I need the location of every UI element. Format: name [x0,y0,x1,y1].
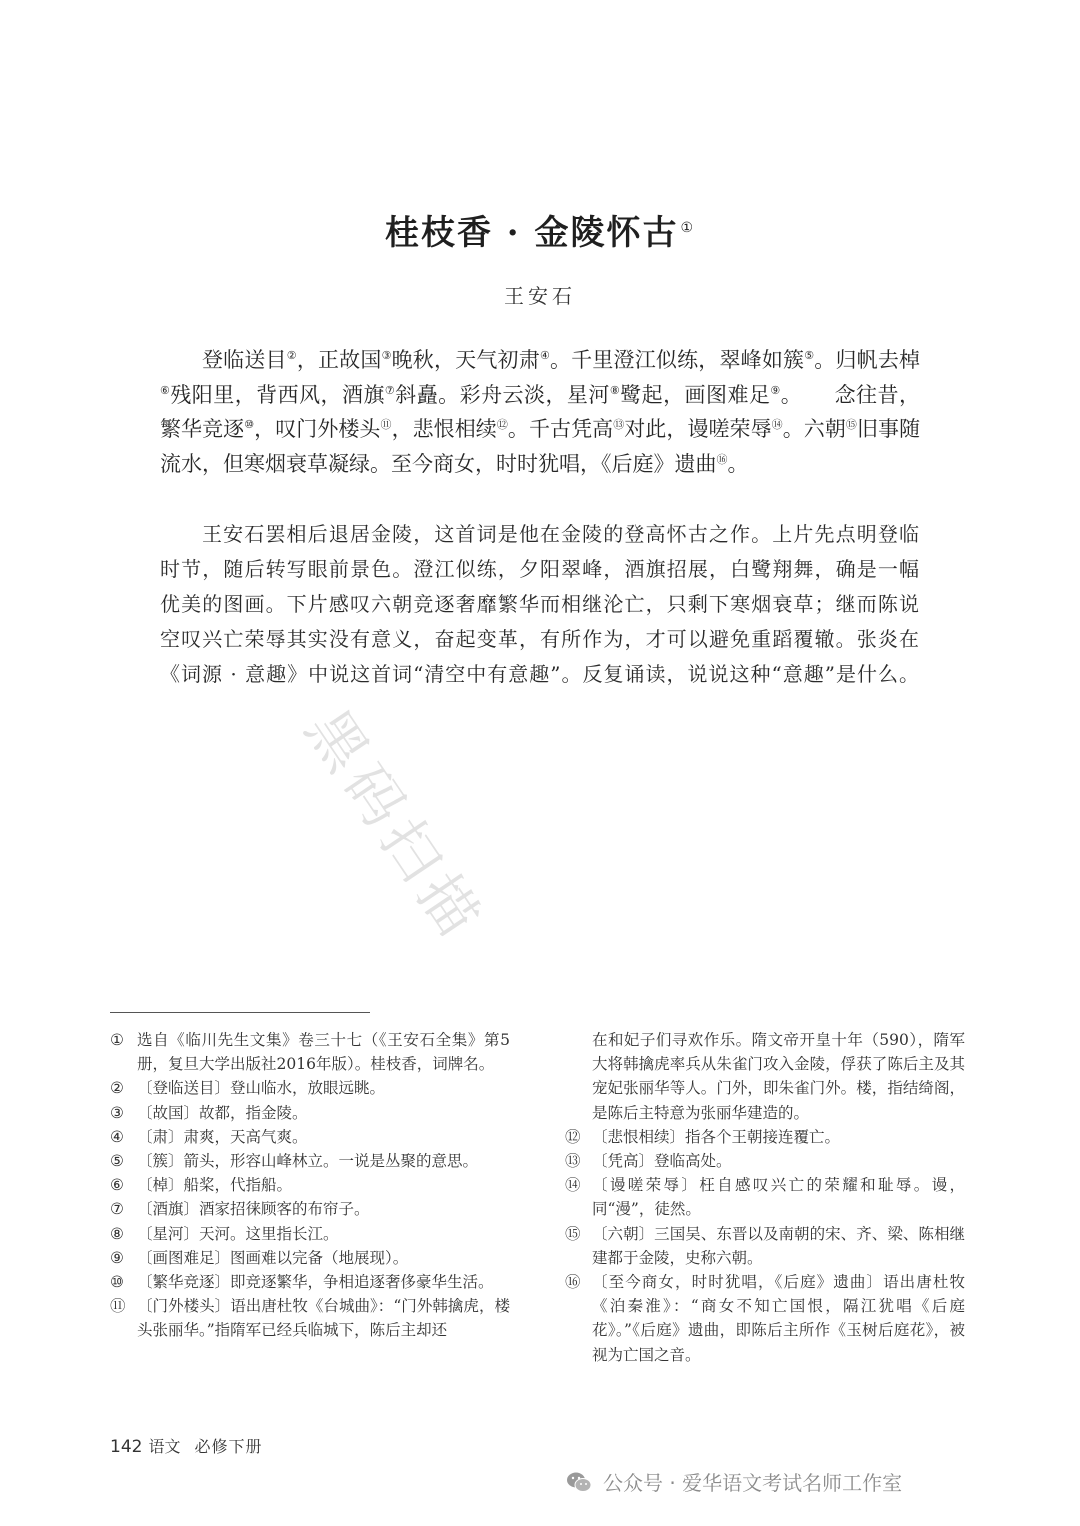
footnote-number: ② [110,1079,124,1098]
note-ref: ⑯ [716,452,728,466]
poem-text: 旧事随流水，但寒烟衰草凝绿。至今商女，时时犹唱，《后庭》遗曲 [160,417,921,476]
poem-text: 对此，谩嗟荣辱 [624,417,772,441]
footnote-item [110,1076,510,1100]
note-ref: ⑮ [845,418,857,431]
footnote-text: 〔簇〕箭头，形容山峰林立。一说是丛聚的意思。 [137,1152,479,1171]
note-ref: ⑨ [770,383,781,397]
note-ref: ⑪ [380,418,392,431]
footnote-text: 〔悲恨相续〕指各个王朝接连覆亡。 [592,1127,841,1146]
note-ref: ⑬ [613,418,625,431]
note-ref: ⑩ [244,418,255,431]
note-ref: ⑥ [160,383,171,397]
page-number: 142 [110,1437,143,1457]
page-footer [110,1434,262,1457]
footnote-text: 〔六朝〕三国吴、东晋以及南朝的宋、齐、梁、陈相继建都于金陵，史称六朝。 [592,1224,965,1267]
scan-watermark: 黑码扫描 [292,697,497,955]
footnote-text: 〔星河〕天河。这里指长江。 [137,1224,339,1243]
poem-text: 。 念往昔，繁华竞逐 [160,382,920,441]
poem-text: 。 [727,451,749,476]
footnote-number: ⑤ [110,1152,124,1171]
footnote-item [110,1125,510,1149]
footnote-number: ⑬ [565,1152,581,1171]
footnote-number: ③ [110,1103,124,1122]
footnote-text: 〔凭高〕登临高处。 [592,1152,732,1171]
poem-body [160,343,920,481]
footnote-item [565,1222,965,1270]
footnote-item [110,1149,510,1173]
footnote-number: ⑮ [565,1224,581,1243]
footnote-divider [110,1012,370,1013]
footnote-item [110,1197,510,1221]
footnote-text: 〔登临送目〕登山临水，放眼远眺。 [137,1079,386,1098]
study-prompt-text: 王安石罢相后退居金陵，这首词是他在金陵的登高怀古之作。上片先点明登临时节，随后转写眼前景色。澄江似练，夕阳翠峰，酒旗招展，白鹭翔舞，确是一幅优美的图画。下片感叹六朝竞逐奢靡繁华而相继沦亡，只剩下寒烟衰草；继而陈说空叹兴亡荣辱其实没有意义，奋起变革，有所作为，才可以避免重蹈覆辙。张炎在《词源 · 意趣》中说这首词“清空中有意趣”。反复诵读，说说这种“意趣”是什么。 [160,522,920,686]
note-ref: ⑫ [496,418,508,431]
wechat-account-text: 公众号 · 爱华语文考试名师工作室 [603,1471,903,1495]
footnote-text: 〔门外楼头〕语出唐杜牧《台城曲》：“门外韩擒虎，楼头张丽华。”指隋军已经兵临城下，陈后主却还 [137,1297,510,1340]
poem-text: 。归帆去棹 [814,348,921,372]
footer-subject: 语文 [148,1437,181,1456]
footnote-number: ① [110,1031,124,1049]
note-ref: ④ [539,349,550,362]
poem-text: 登临送目 [202,348,287,372]
footnote-text: 选自《临川先生文集》卷三十七（《王安石全集》第5册，复旦大学出版社2016年版）。桂枝香，词牌名。 [137,1031,510,1074]
footnote-item [565,1125,965,1149]
footnote-text: 〔棹〕船桨，代指船。 [137,1176,293,1195]
note-ref: ⑦ [384,383,396,397]
footnote-item [110,1028,510,1076]
footnote-text: 〔酒旗〕酒家招徕顾客的布帘子。 [137,1200,370,1219]
poem-paragraph [160,343,920,481]
footnote-item [110,1270,510,1294]
title-note-mark: ① [680,219,696,236]
footnote-item [110,1173,510,1197]
footnote-number: ⑩ [110,1273,124,1292]
poem-title [0,205,1080,254]
footnote-item [110,1222,510,1246]
footnote-number: ④ [110,1127,124,1146]
poem-text: 。千里澄江似练，翠峰如簇 [550,348,805,372]
poem-text: 。千古凭高 [507,417,614,441]
note-ref: ③ [381,349,392,362]
note-ref: ⑭ [771,418,783,431]
footnote-number: ⑨ [110,1248,124,1267]
wechat-icon [565,1468,593,1496]
wechat-account-watermark [565,1467,902,1496]
footnote-item [565,1270,965,1367]
poem-text: 残阳里，背西风，酒旗 [170,382,385,407]
footnote-number: ⑯ [565,1273,581,1292]
footnotes-right-column [565,1028,965,1367]
footnote-text: 〔画图难足〕图画难以完备（地展现）。 [137,1248,409,1267]
footnote-text: 〔至今商女，时时犹唱，《后庭》遗曲〕语出唐杜牧《泊秦淮》：“商女不知亡国恨，隔江犹唱《后庭花》。”《后庭》遗曲，即陈后主所作《玉树后庭花》，被视为亡国之音。 [592,1273,965,1364]
poem-text: 晚秋，天气初肃 [391,348,540,372]
poem-author: 王安石 [504,284,576,308]
footnote-item [110,1101,510,1125]
study-prompt [160,517,920,692]
poem-text: ，悲恨相续 [391,417,497,441]
poem-text: 。六朝 [782,417,846,441]
footnote-text: 〔肃〕肃爽，天高气爽。 [137,1127,308,1146]
footnote-number: ⑧ [110,1224,124,1243]
footnote-text: 〔繁华竞逐〕即竞逐繁华，争相追逐奢侈豪华生活。 [137,1273,494,1292]
footnote-number: ⑪ [110,1297,126,1316]
footnote-item [565,1173,965,1221]
footnote-text: 〔谩嗟荣辱〕枉自感叹兴亡的荣耀和耻辱。谩，同“漫”，徒然。 [592,1176,965,1219]
poem-text: ，正故国 [296,348,382,372]
footer-book: 必修下册 [194,1437,263,1456]
note-ref: ⑧ [609,383,621,397]
footnotes-left-column [110,1028,510,1343]
footnote-number: ⑭ [565,1176,581,1195]
poem-title-text: 桂枝香 · 金陵怀古 [384,213,679,253]
poem-text: ，叹门外楼头 [254,417,381,441]
poem-text: 鹭起，画图难足 [620,382,771,407]
footnote-number: ⑫ [565,1127,581,1146]
footnote-item [110,1246,510,1270]
note-ref: ⑤ [804,349,815,362]
footnote-number: ⑥ [110,1176,124,1195]
footnote-number: ⑦ [110,1200,124,1219]
footnote-text: 〔故国〕故都，指金陵。 [137,1103,308,1122]
footnote-item [110,1294,510,1342]
note-ref: ② [286,349,297,362]
footnote-continuation: 在和妃子们寻欢作乐。隋文帝开皇十年（590），隋军大将韩擒虎率兵从朱雀门攻入金陵，俘获了陈后主及其宠妃张丽华等人。门外，即朱雀门外。楼，指结绮阁，是陈后主特意为张丽华建造的。 [592,1031,965,1122]
footnote-item [565,1149,965,1173]
poem-text: 斜矗。彩舟云淡，星河 [395,382,610,407]
